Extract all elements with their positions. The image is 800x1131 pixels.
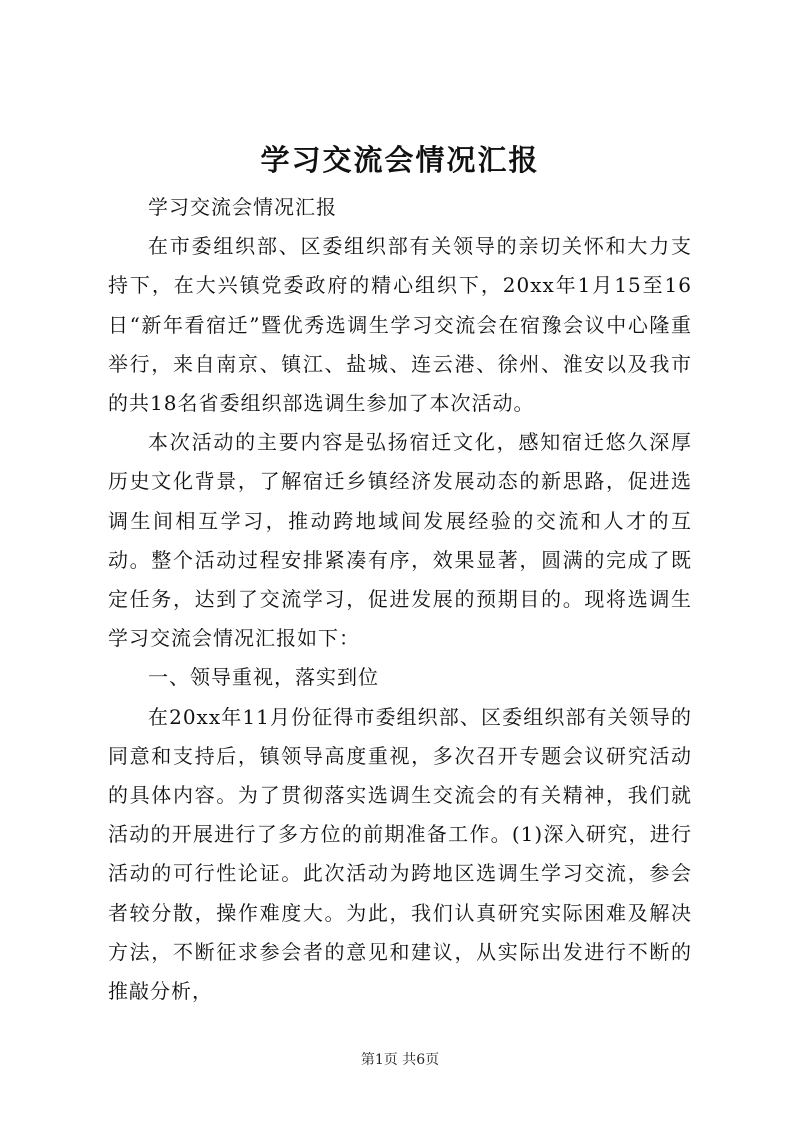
paragraph-content: 本次活动的主要内容是弘扬宿迁文化，感知宿迁悠久深厚历史文化背景，了解宿迁乡镇经济发展动态的新思路，促进选调生间相互学习，推动跨地域间发展经验的交流和人才的互动。整个活动过程安排紧凑有序，效果显著，圆满的完成了既定任务，达到了交流学习，促进发展的预期目的。现将选调生学习交流会情况汇报如下：	[108, 430, 692, 651]
paragraph-section-1: 在20xx年11月份征得市委组织部、区委组织部有关领导的同意和支持后，镇领导高度重视，多次召开专题会议研究活动的具体内容。为了贯彻落实选调生交流会的有关精神，我们就活动的开展进行了多方位的前期准备工作。(1)深入研究，进行活动的可行性论证。此次活动为跨地区选调生学习交流，参会者较分散，操作难度大。为此，我们认真研究实际困难及解决方法，不断征求参会者的意见和建议，从实际出发进行不断的推敲分析，	[108, 704, 692, 1004]
paragraph-intro: 在市委组织部、区委组织部有关领导的亲切关怀和大力支持下，在大兴镇党委政府的精心组织下，20xx年1月15至16日“新年看宿迁”暨优秀选调生学习交流会在宿豫会议中心隆重举行，来自南京、镇江、盐城、连云港、徐州、淮安以及我市的共18名省委组织部选调生参加了本次活动。	[108, 234, 692, 416]
paragraph-subtitle: 学习交流会情况汇报	[148, 195, 337, 219]
document-body	[108, 188, 692, 1011]
section-heading-1: 一、领导重视，落实到位	[148, 665, 379, 690]
page-number-footer: 第1页 共6页	[360, 1052, 440, 1068]
document-title: 学习交流会情况汇报	[260, 143, 540, 177]
